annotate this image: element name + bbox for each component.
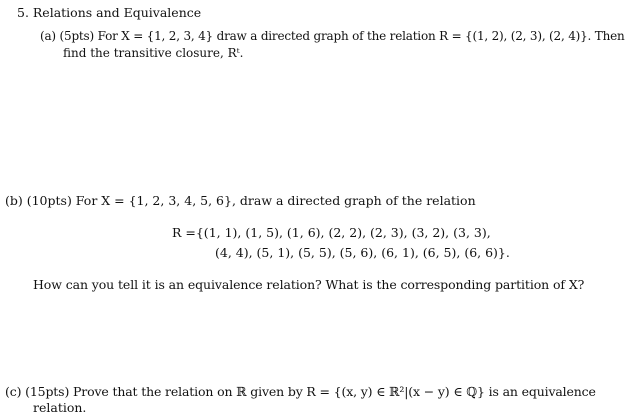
part-b-relation-line-2: (4, 4), (5, 1), (5, 5), (5, 6), (6, 1), (6, 5), (6, 6)}. [215, 245, 510, 260]
part-b-line-1: (b) (10pts) For X = {1, 2, 3, 4, 5, 6}, draw a directed graph of the relation [5, 193, 476, 208]
part-a-line-2: find the transitive closure, Rᵗ. [63, 46, 244, 60]
part-a-line-1: (a) (5pts) For X = {1, 2, 3, 4} draw a directed graph of the relation R = {(1, 2), (2, 3), (2, 4)}. Then [40, 29, 625, 43]
section-title: 5. Relations and Equivalence [17, 5, 202, 20]
part-b-question: How can you tell it is an equivalence relation? What is the corresponding partition of X? [33, 277, 585, 292]
part-c-line-2: relation. [33, 400, 87, 415]
part-c-line-1: (c) (15pts) Prove that the relation on ℝ given by R = {(x, y) ∈ ℝ²|(x − y) ∈ ℚ} is an equivalence [5, 384, 596, 399]
part-b-relation-line-1: R ={(1, 1), (1, 5), (1, 6), (2, 2), (2, 3), (3, 2), (3, 3), [172, 225, 491, 240]
